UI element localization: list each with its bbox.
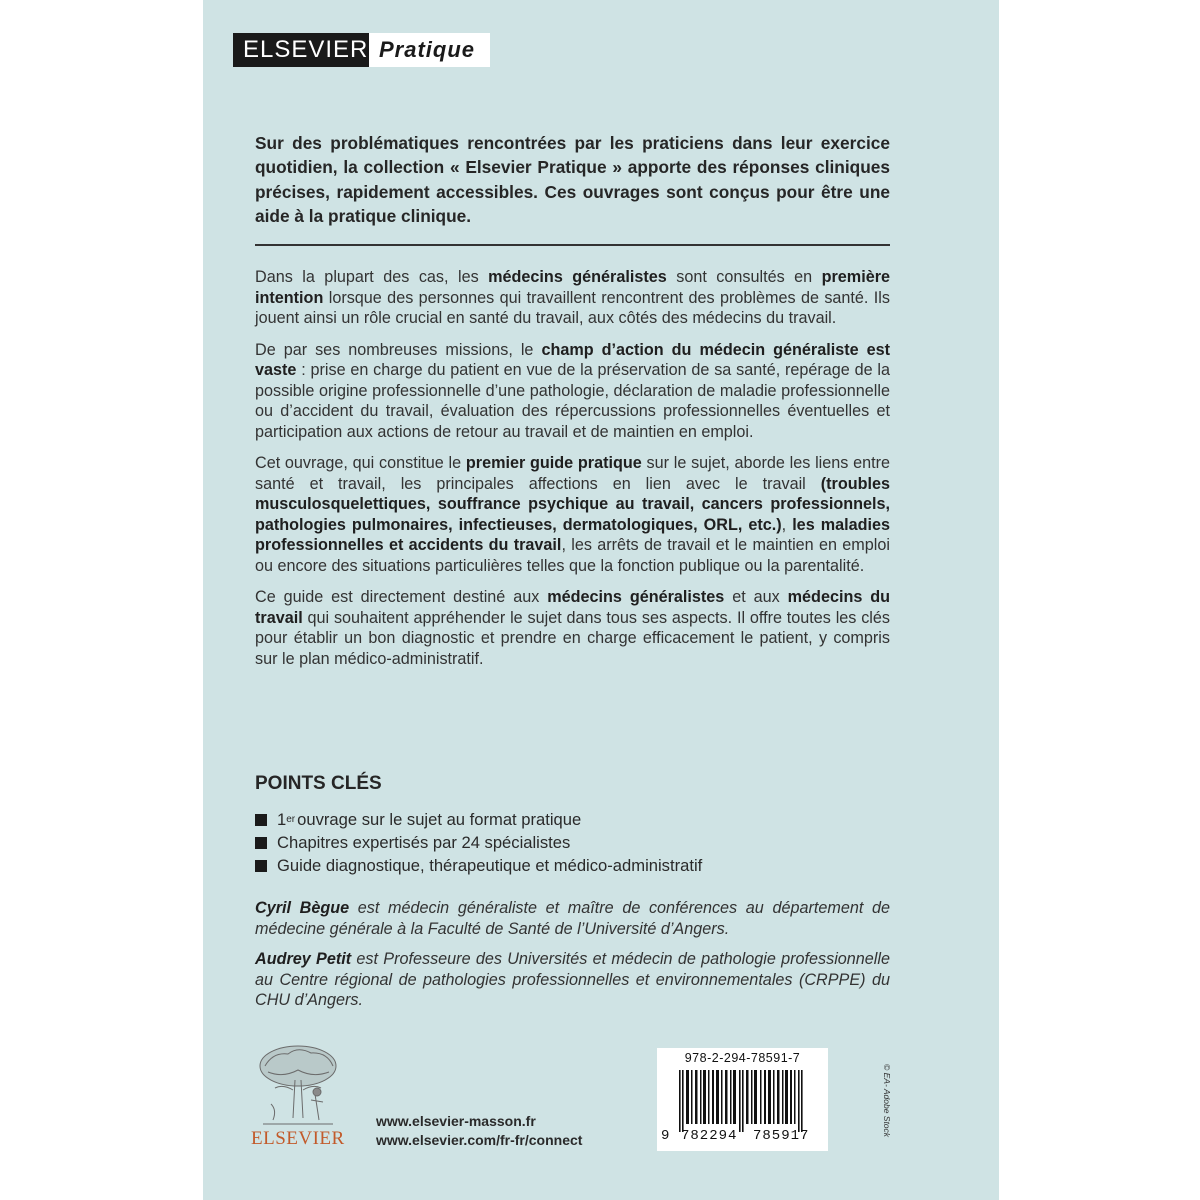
website-link[interactable]: www.elsevier.com/fr-fr/connect bbox=[376, 1132, 583, 1148]
author-bio: Cyril Bègue est médecin généraliste et maître de conférences au département de médecine générale à la Faculté de Santé de l’Université d’Angers. bbox=[255, 899, 890, 938]
author-name: Cyril Bègue bbox=[255, 899, 350, 917]
author-bios bbox=[255, 898, 890, 1021]
square-bullet-icon bbox=[255, 860, 267, 872]
key-points-title: POINTS CLÉS bbox=[255, 773, 382, 794]
website-link[interactable]: www.elsevier-masson.fr bbox=[376, 1113, 536, 1129]
author-bio: Audrey Petit est Professeure des Universités et médecin de pathologie professionnelle au Centre régional de pathologies professionnelles et environnementales (CRPPE) du CHU d’Angers. bbox=[255, 950, 890, 1009]
elsevier-wordmark: ELSEVIER bbox=[251, 1128, 345, 1149]
list-item: 1 er ouvrage sur le sujet au format pratique bbox=[255, 808, 890, 831]
square-bullet-icon bbox=[255, 837, 267, 849]
intro-paragraph: Sur des problématiques rencontrées par les praticiens dans leur exercice quotidien, la collection « Elsevier Pratique » apporte des réponses cliniques précises, rapidement accessibles. Ces ouvrages sont conçus pour être une aide à la pratique clinique. bbox=[255, 133, 890, 226]
list-item: Guide diagnostique, thérapeutique et médico-administratif bbox=[255, 854, 890, 877]
list-item: Chapitres expertisés par 24 spécialistes bbox=[255, 831, 890, 854]
ean-digits: 9 782294 785917 bbox=[661, 1128, 810, 1144]
divider bbox=[255, 244, 890, 246]
description bbox=[255, 267, 890, 680]
photo-credit: © EA- Adobe Stock bbox=[882, 1064, 892, 1138]
barcode-icon bbox=[669, 1070, 819, 1132]
paragraph-4: Ce guide est directement destiné aux médecins généralistes et aux médecins du travail qui souhaitent appréhender le sujet dans tous ses aspects. Il offre toutes les clés pour établir un bon diagnostic et prendre en charge efficacement le patient, y compris sur le plan médico-administratif. bbox=[255, 588, 891, 668]
publisher-label: ELSEVIER bbox=[233, 33, 369, 67]
square-bullet-icon bbox=[255, 814, 267, 826]
publisher-urls bbox=[376, 1112, 582, 1150]
collection-banner bbox=[233, 33, 490, 67]
author-name: Audrey Petit bbox=[255, 950, 352, 968]
isbn-barcode bbox=[657, 1048, 828, 1151]
paragraph-1: Dans la plupart des cas, les médecins généralistes sont consultés en première intention lorsque des personnes qui travaillent rencontrent des problèmes de santé. Ils jouent ainsi un rôle crucial en santé du travail, aux côtés des médecins du travail. bbox=[255, 268, 890, 327]
paragraph-2: De par ses nombreuses missions, le champ d’action du médecin généraliste est vaste : prise en charge du patient en vue de la préservation de sa santé, repérage de la possible origine professionnelle d’une pathologie, déclaration de maladie professionnelle ou d’accident du travail, évaluation des répercussions professionnelles éventuelles et participation aux actions de retour au travail et de maintien en emploi. bbox=[255, 340, 890, 441]
collection-label: Pratique bbox=[369, 33, 490, 67]
isbn-number: 978-2-294-78591-7 bbox=[684, 1051, 801, 1065]
paragraph-3: Cet ouvrage, qui constitue le premier guide pratique sur le sujet, aborde les liens entre santé et travail, les principales affections en lien avec le travail (troubles musculosquelettiques, souffrance psychique au travail, cancers professionnels, pathologies pulmonaires, infectieuses, dermatologiques, ORL, etc.), les maladies professionnelles et accidents du travail, les arrêts de travail et le maintien en emploi ou encore des situations particulières telles que la fonction publique ou la parentalité. bbox=[255, 454, 891, 575]
key-points-list bbox=[255, 808, 890, 877]
